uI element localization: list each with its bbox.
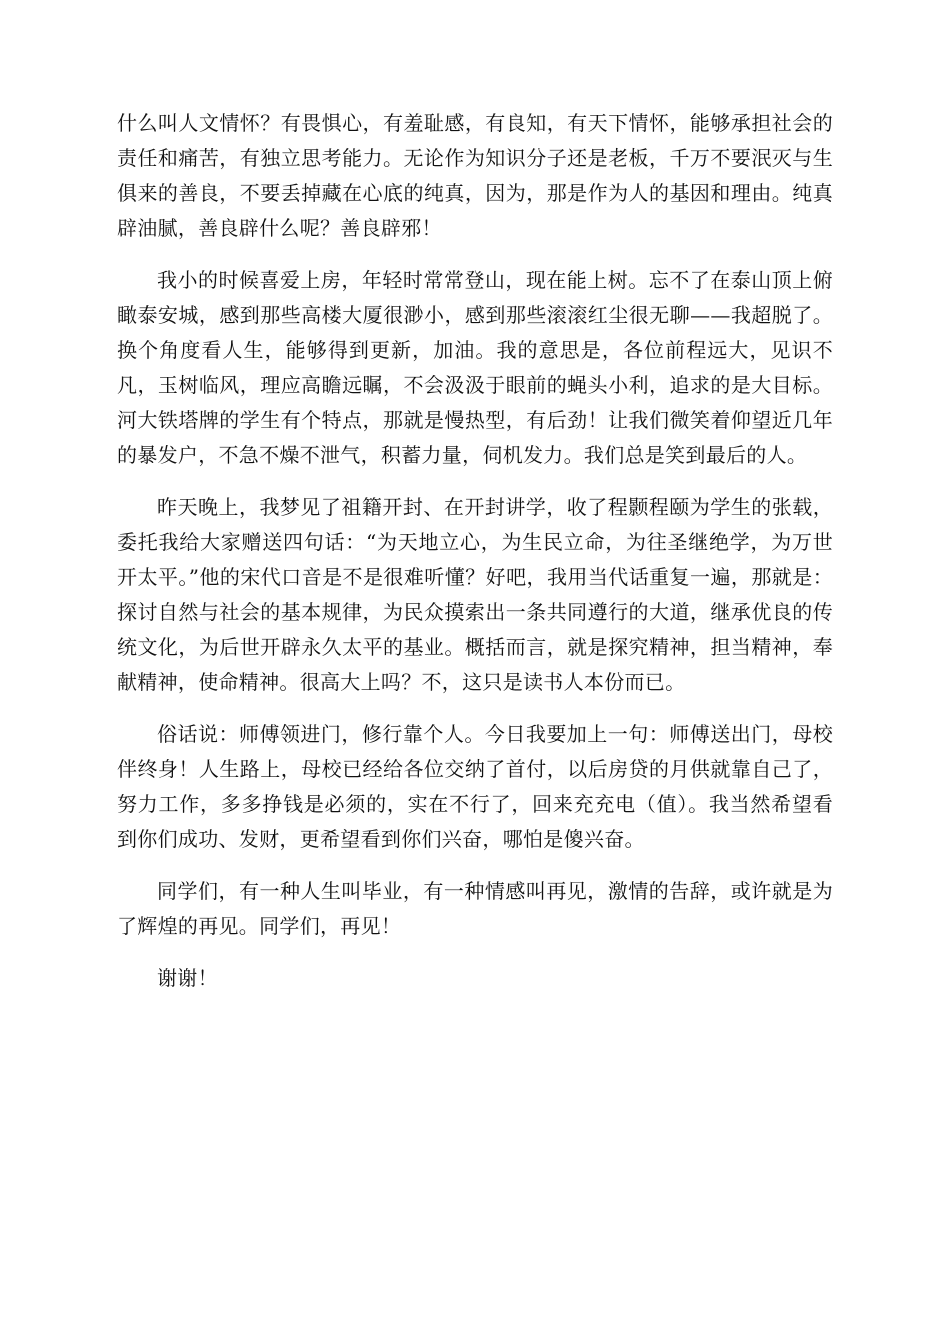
paragraph-thanks: 谢谢！ [157, 966, 218, 990]
document-body [117, 106, 833, 1013]
paragraph-alma-mater: 俗话说：师傅领进门，修行靠个人。今日我要加上一句：师傅送出门，母校伴终身！人生路上，母校已经给各位交纳了首付，以后房贷的月供就靠自己了，努力工作，多多挣钱是必须的，实在不行了，回来充充电（值）。我当然希望看到你们成功、发财，更希望看到你们兴奋，哪怕是傻兴奋。 [117, 722, 833, 851]
paragraph-zhang-zai: 昨天晚上，我梦见了祖籍开封、在开封讲学，收了程颢程颐为学生的张载，委托我给大家赠送四句话：“为天地立心，为生民立命，为往圣继绝学，为万世开太平。”他的宋代口音是不是很难听懂？好吧，我用当代话重复一遍，那就是：探讨自然与社会的基本规律，为民众摸索出一条共同遵行的大道，继承优良的传统文化，为后世开辟永久太平的基业。概括而言，就是探究精神，担当精神，奉献精神，使命精神。很高大上吗？不，这只是读书人本份而已。 [117, 495, 833, 694]
paragraph-taishan: 我小的时候喜爱上房，年轻时常常登山，现在能上树。忘不了在泰山顶上俯瞰泰安城，感到那些高楼大厦很渺小，感到那些滚滚红尘很无聊——我超脱了。换个角度看人生，能够得到更新，加油。我的意思是，各位前程远大，见识不凡，玉树临风，理应高瞻远瞩，不会汲汲于眼前的蝇头小利，追求的是大目标。河大铁塔牌的学生有个特点，那就是慢热型，有后劲！让我们微笑着仰望近几年的暴发户，不急不燥不泄气，积蓄力量，伺机发力。我们总是笑到最后的人。 [117, 268, 833, 467]
paragraph-humanistic-care: 什么叫人文情怀？有畏惧心，有羞耻感，有良知，有天下情怀，能够承担社会的责任和痛苦，有独立思考能力。无论作为知识分子还是老板，千万不要泯灭与生俱来的善良，不要丢掉藏在心底的纯真，因为，那是作为人的基因和理由。纯真辟油腻，善良辟什么呢？善良辟邪！ [117, 111, 833, 240]
paragraph-farewell: 同学们，有一种人生叫毕业，有一种情感叫再见，激情的告辞，或许就是为了辉煌的再见。同学们，再见！ [117, 879, 833, 938]
